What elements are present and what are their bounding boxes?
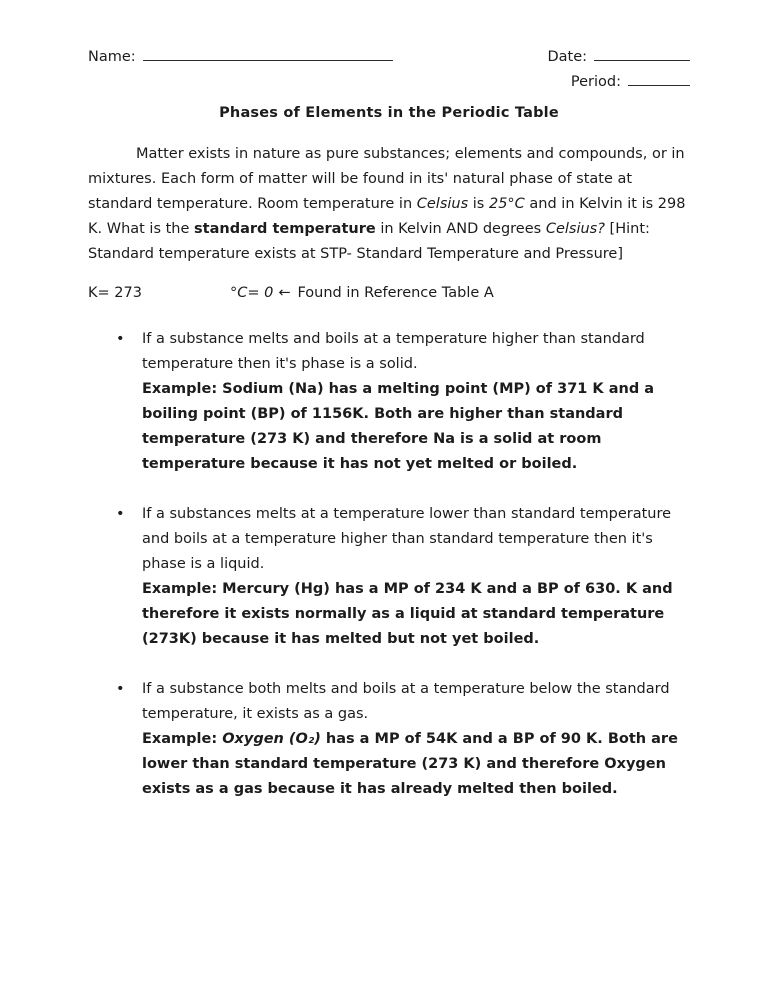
list-item-body	[142, 327, 690, 477]
date-field-group	[547, 45, 690, 70]
intro-segment-standard-temperature: standard temperature	[194, 221, 376, 237]
list-item-body	[142, 677, 690, 802]
list-item-liquid	[116, 502, 690, 652]
list-item-body	[142, 502, 690, 652]
period-field-group	[571, 70, 690, 95]
bullet-icon: •	[116, 681, 125, 697]
intro-segment: Matter exists in nature as pure substances; elements and compounds, or in mixtures. Each form of matter will be found in its' natural phase of state at standard temperature. Room temperature in	[88, 146, 685, 212]
left-arrow-icon: ←	[278, 285, 291, 301]
bullet-icon: •	[116, 331, 125, 347]
reference-source: Found in Reference Table A	[297, 285, 494, 301]
date-blank-line	[594, 46, 690, 61]
example-prefix: Example:	[142, 731, 223, 747]
bullet-icon: •	[116, 506, 125, 522]
intro-paragraph	[88, 142, 690, 267]
date-period-group	[547, 45, 690, 95]
intro-segment: [Hint: Standard temperature exists at STP- Standard Temperature and Pressure]	[88, 221, 650, 262]
name-blank-line	[143, 46, 393, 61]
list-item-solid	[116, 327, 690, 477]
intro-segment-celsius-question: Celsius?	[545, 221, 605, 237]
page-title: Phases of Elements in the Periodic Table	[219, 105, 559, 121]
kelvin-value: K= 273	[88, 285, 142, 301]
celsius-value: °C= 0	[229, 285, 274, 301]
phase-rules-list	[88, 327, 690, 802]
date-label: Date:	[547, 49, 587, 65]
solid-example-text: Example: Sodium (Na) has a melting point (MP) of 371 K and a boiling point (BP) of 1156K. Both are higher than standard temperature (273 K) and therefore Na is a solid at room temperature because it has not yet melted or boiled.	[142, 381, 655, 472]
intro-segment: and in Kelvin it is 298 K. What is the	[88, 196, 686, 237]
intro-segment-celsius: Celsius	[416, 196, 469, 212]
period-label: Period:	[570, 74, 621, 90]
name-label: Name:	[88, 49, 136, 65]
intro-segment: in Kelvin AND degrees	[375, 221, 546, 237]
liquid-example-text: Example: Mercury (Hg) has a MP of 234 K and a BP of 630. K and therefore it exists normally as a liquid at standard temperature (273K) because it has melted but not yet boiled.	[142, 581, 673, 647]
period-blank-line	[628, 71, 690, 86]
reference-line	[88, 281, 690, 306]
list-item-gas	[116, 677, 690, 802]
intro-segment-25c: 25°C	[488, 196, 525, 212]
example-rest: has a MP of 54K and a BP of 90 K. Both are lower than standard temperature (273 K) and therefore Oxygen exists as a gas because it has already melted then boiled.	[142, 731, 678, 797]
oxygen-formula: Oxygen (O₂)	[222, 731, 321, 747]
name-field-group	[88, 45, 393, 70]
liquid-rule-statement: If a substances melts at a temperature lower than standard temperature and boils at a temperature higher than standard temperature then it's phase is a liquid.	[142, 506, 672, 572]
solid-rule-statement: If a substance melts and boils at a temperature higher than standard temperature then it's phase is a solid.	[142, 331, 645, 372]
gas-example-text	[142, 727, 690, 802]
intro-segment: is	[468, 196, 489, 212]
gas-rule-statement: If a substance both melts and boils at a temperature below the standard temperature, it exists as a gas.	[142, 681, 670, 722]
header	[88, 45, 690, 95]
